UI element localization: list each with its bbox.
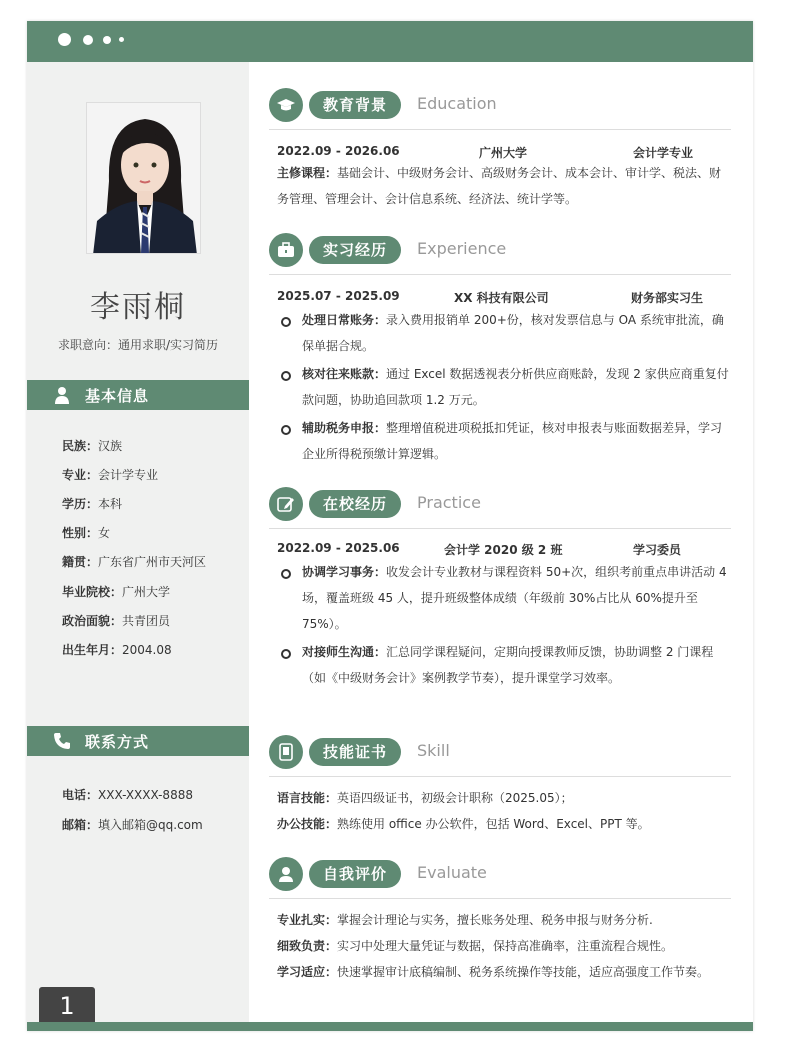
edit-icon [269, 487, 303, 521]
evaluate-line: 专业扎实：掌握会计理论与实务，擅长账务处理、税务申报与财务分析. [277, 913, 653, 927]
experience-role: 财务部实习生 [631, 291, 704, 305]
skill-en: Skill [417, 741, 450, 760]
education-title: 教育背景 [309, 91, 401, 119]
practice-en: Practice [417, 493, 481, 512]
education-school: 广州大学 [479, 146, 528, 160]
evaluate-line: 学习适应：快速掌握审计底稿编制、税务系统操作等技能，适应高强度工作节奏。 [277, 965, 710, 979]
info-school: 毕业院校：广州大学 [62, 585, 171, 599]
basic-info-title: 基本信息 [85, 387, 150, 405]
practice-date: 2022.09 - 2025.06 [277, 541, 400, 555]
phone-icon [53, 732, 71, 750]
evaluate-en: Evaluate [417, 863, 487, 882]
top-bar [27, 21, 753, 62]
candidate-name: 李雨桐 [90, 290, 186, 325]
info-ethnicity: 民族：汉族 [62, 439, 123, 453]
info-birth: 出生年月：2004.08 [62, 643, 172, 657]
basic-info-header [27, 380, 249, 410]
bottom-bar [27, 1022, 753, 1031]
education-courses: 主修课程：基础会计、中级财务会计、高级财务会计、成本会计、审计学、税法、财务管理、管理会计、会计信息系统、经济法、统计学等。 [277, 166, 722, 206]
practice-role: 学习委员 [633, 543, 682, 557]
section-divider [269, 528, 731, 529]
dot-icon [58, 33, 71, 46]
contact-title: 联系方式 [85, 733, 150, 751]
contact-phone: 电话：XXX-XXXX-8888 [62, 788, 193, 802]
experience-date: 2025.07 - 2025.09 [277, 289, 400, 303]
job-intent: 求职意向：通用求职/实习简历 [57, 338, 219, 352]
info-political: 政治面貌：共青团员 [62, 614, 171, 628]
profile-photo [86, 102, 201, 254]
skill-title: 技能证书 [309, 738, 401, 766]
experience-bullet: 辅助税务申报：整理增值税进项税抵扣凭证，核对申报表与账面数据差异，学习企业所得税预缴计算逻辑。 [277, 415, 729, 467]
experience-en: Experience [417, 239, 507, 258]
user-badge-icon [269, 857, 303, 891]
sidebar [27, 62, 249, 1022]
info-hometown: 籍贯：广东省广州市天河区 [62, 555, 207, 569]
dot-icon [83, 35, 93, 45]
section-divider [269, 129, 731, 130]
resume-page [27, 21, 753, 1031]
education-en: Education [417, 94, 497, 113]
info-major: 专业：会计学专业 [62, 468, 159, 482]
page-number-badge: 1 [39, 987, 95, 1025]
section-divider [269, 274, 731, 275]
experience-bullet: 核对往来账款：通过 Excel 数据透视表分析供应商账龄，发现 2 家供应商重复付款问题，协助追回款项 1.2 万元。 [277, 361, 729, 413]
practice-org: 会计学 2020 级 2 班 [444, 543, 563, 557]
briefcase-icon [269, 233, 303, 267]
person-icon [53, 386, 71, 404]
practice-bullet: 对接师生沟通：汇总同学课程疑问，定期向授课教师反馈，协助调整 2 门课程（如《中级财务会计》案例教学节奏），提升课堂学习效率。 [277, 639, 729, 691]
practice-title: 在校经历 [309, 490, 401, 518]
skill-office: 办公技能：熟练使用 office 办公软件，包括 Word、Excel、PPT 等。 [277, 817, 650, 831]
dot-icon [103, 36, 111, 44]
certificate-icon [269, 735, 303, 769]
education-date: 2022.09 - 2026.06 [277, 144, 400, 158]
evaluate-line: 细致负责：实习中处理大量凭证与数据，保持高准确率，注重流程合规性。 [277, 939, 674, 953]
contact-email: 邮箱：填入邮箱@qq.com [62, 818, 203, 832]
experience-company: XX 科技有限公司 [454, 291, 549, 305]
section-divider [269, 898, 731, 899]
info-degree: 学历：本科 [62, 497, 123, 511]
info-gender: 性别：女 [62, 526, 111, 540]
practice-bullet: 协调学习事务：收发会计专业教材与课程资料 50+次，组织考前重点串讲活动 4 场，覆盖班级 45 人，提升班级整体成绩（年级前 30%占比从 60%提升至 75%）。 [277, 559, 729, 637]
skill-language: 语言技能：英语四级证书，初级会计职称（2025.05）； [277, 791, 573, 805]
education-major: 会计学专业 [633, 146, 694, 160]
dot-icon [119, 37, 124, 42]
evaluate-title: 自我评价 [309, 860, 401, 888]
experience-bullet: 处理日常账务：录入费用报销单 200+份，核对发票信息与 OA 系统审批流，确保单据合规。 [277, 307, 729, 359]
graduation-cap-icon [269, 88, 303, 122]
contact-header [27, 726, 249, 756]
section-divider [269, 776, 731, 777]
experience-title: 实习经历 [309, 236, 401, 264]
